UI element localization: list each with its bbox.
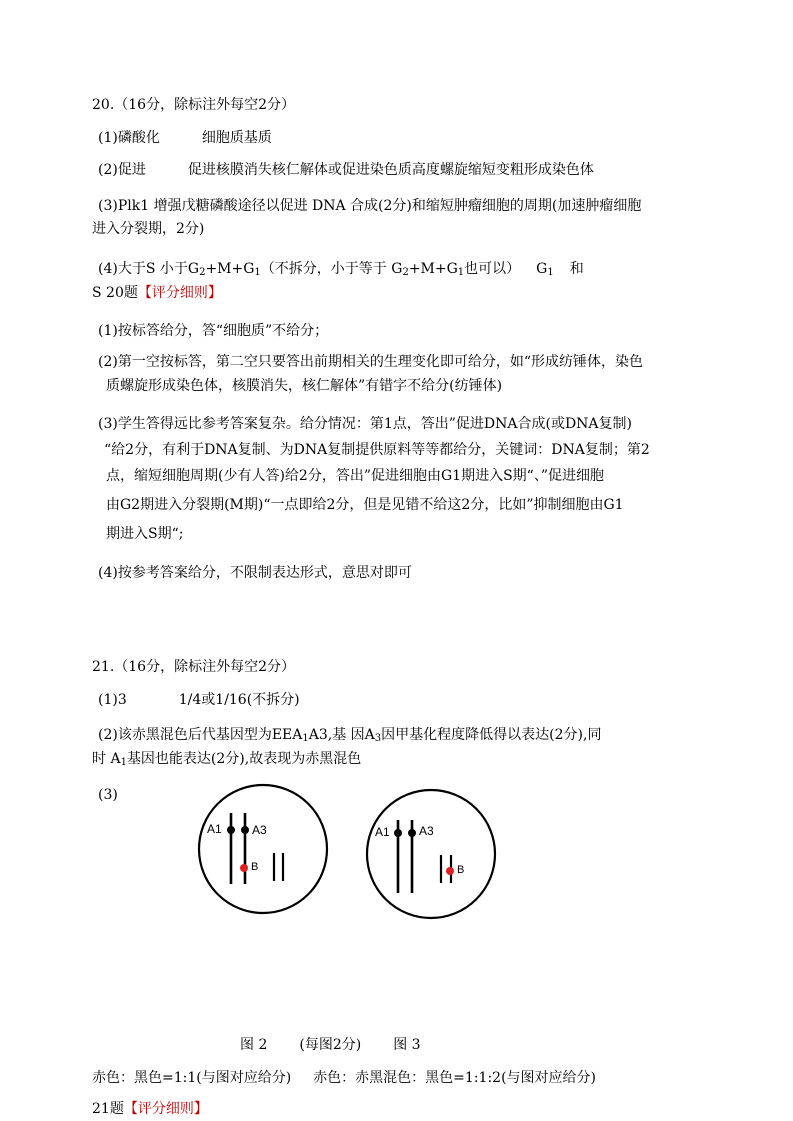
q20-rules-heading xyxy=(92,283,222,303)
q21-a1-label: (1)3 xyxy=(98,692,127,708)
q21-rules-tag: 【评分细则】 xyxy=(123,1101,208,1117)
q21-a2-sub: 1 xyxy=(120,757,127,768)
q21-a2-text: A3,基 因A xyxy=(308,727,375,743)
q20-a4-sub: 1 xyxy=(254,267,261,278)
ratio-right: 赤色：赤黑混色：黑色=1:1:2(与图对应给分) xyxy=(313,1070,596,1086)
locus-a1 xyxy=(394,829,402,837)
ratio-left: 赤色：黑色=1:1(与图对应给分) xyxy=(92,1070,292,1086)
locus-a1 xyxy=(227,826,235,834)
q21-a2-line2 xyxy=(92,749,361,769)
label-a1: A1 xyxy=(207,822,222,836)
q20-a4-text: +M+G xyxy=(408,261,458,277)
locus-b xyxy=(446,867,454,875)
q21-a1-answer: 1/4或1/16(不拆分) xyxy=(178,692,300,708)
q21-a2-text: 基因也能表达(2分),故表现为赤黑混色 xyxy=(126,751,362,767)
q21-header: 21.（16分，除标注外每空2分） xyxy=(92,659,295,675)
figure-2-cell xyxy=(194,783,332,915)
q20-a4-sub: 2 xyxy=(199,267,206,278)
q20-rule-3-line5: 期进入S期“; xyxy=(106,526,184,542)
q20-rule-1: (1)按标答给分，答“细胞质”不给分； xyxy=(98,323,329,339)
locus-a3 xyxy=(241,826,249,834)
label-b: B xyxy=(251,861,259,873)
q21-a2-text: (2)该赤黑混色后代基因型为EEA xyxy=(98,727,303,743)
q20-rule-3-line3: 点，缩短细胞周期(少有人答)给2分，答出”促进细胞由G1期进入S期“、”促进细胞 xyxy=(106,468,604,484)
label-a1: A1 xyxy=(375,825,390,839)
q20-a4-text: (4)大于S 小于G xyxy=(98,261,200,277)
q20-rule-3-line2: “给2分，有利于DNA复制、为DNA复制提供原料等等都给分，关键词：DNA复制；第2 xyxy=(104,442,650,458)
q20-answer-4 xyxy=(98,259,584,279)
locus-b xyxy=(240,864,248,872)
caption-fig2: 图 2 xyxy=(240,1037,268,1053)
q21-a2-sub: 3 xyxy=(374,733,382,744)
figure-captions xyxy=(240,1035,421,1055)
locus-a3 xyxy=(408,829,416,837)
q20-rule-3-line4: 由G2期进入分裂期(M期)“一点即给2分，但是见错不给这2分，比如”抑制细胞由G1 xyxy=(106,497,624,513)
figure-3-cell xyxy=(362,788,500,920)
q21-a2-line1 xyxy=(98,725,601,745)
q20-a4-sub: 2 xyxy=(402,267,409,278)
q20-a4-text: +M+G xyxy=(205,261,255,277)
q20-a4-sub: 1 xyxy=(547,267,554,278)
q20-a2-answer: 促进核膜消失核仁解体或促进染色质高度螺旋缩短变粗形成染色体 xyxy=(187,162,594,178)
q20-rule-2-line2: 质螺旋形成染色体，核膜消失，核仁解体”有错字不给分(纺锤体) xyxy=(106,378,503,394)
q20-a3-line1: (3)Plk1 增强戊糖磷酸途径以促进 DNA 合成(2分)和缩短肿瘤细胞的周期(加速肿瘤细胞 xyxy=(98,198,642,214)
label-b: B xyxy=(457,864,465,876)
q20-rule-2-line1: (2)第一空按标答，第二空只要答出前期相关的生理变化即可给分，如“形成纺锤体，染色 xyxy=(98,354,643,370)
q20-a1-answer: 细胞质基质 xyxy=(201,130,272,146)
caption-fig3: 图 3 xyxy=(393,1037,421,1053)
q21-rules-heading xyxy=(92,1099,208,1119)
cell-membrane xyxy=(199,785,327,913)
label-a3: A3 xyxy=(252,823,267,837)
q21-a2-sub: 1 xyxy=(302,733,309,744)
q20-a4-text: G xyxy=(536,261,548,277)
caption-note: (每图2分) xyxy=(299,1037,362,1053)
q20-a4-text: 也可以） xyxy=(464,261,521,277)
q20-a4-text: 和 xyxy=(569,261,584,277)
q21-a2-text: 因甲基化程度降低得以表达(2分),同 xyxy=(381,727,602,743)
q21-a2-text: 时 A xyxy=(92,751,121,767)
q20-answer-1 xyxy=(98,128,272,148)
q20-header: 20.（16分，除标注外每空2分） xyxy=(92,97,295,113)
q20-rule-4: (4)按参考答案给分，不限制表达形式，意思对即可 xyxy=(98,565,412,581)
q20-a2-label: (2)促进 xyxy=(98,162,146,178)
q20-a4-text: （不拆分，小于等于 G xyxy=(260,261,403,277)
ratio-line xyxy=(92,1068,596,1088)
q21-a3-label: (3) xyxy=(98,787,118,803)
q20-a1-label: (1)磷酸化 xyxy=(98,130,160,146)
q21-rules-prefix: 21题 xyxy=(92,1101,124,1117)
q20-a4-sub: 1 xyxy=(457,267,465,278)
q20-rules-tag: 【评分细则】 xyxy=(137,285,222,301)
cell-membrane xyxy=(367,790,495,918)
label-a3: A3 xyxy=(419,824,434,838)
q20-rule-3-line1: (3)学生答得远比参考答案复杂。给分情况：第1点，答出”促进DNA合成(或DNA复制) xyxy=(98,416,632,432)
q20-a3-line2: 进入分裂期，2分) xyxy=(92,221,205,237)
q21-answer-1 xyxy=(98,690,300,710)
q20-answer-2 xyxy=(98,160,594,180)
q20-rules-prefix: S 20题 xyxy=(92,285,138,301)
